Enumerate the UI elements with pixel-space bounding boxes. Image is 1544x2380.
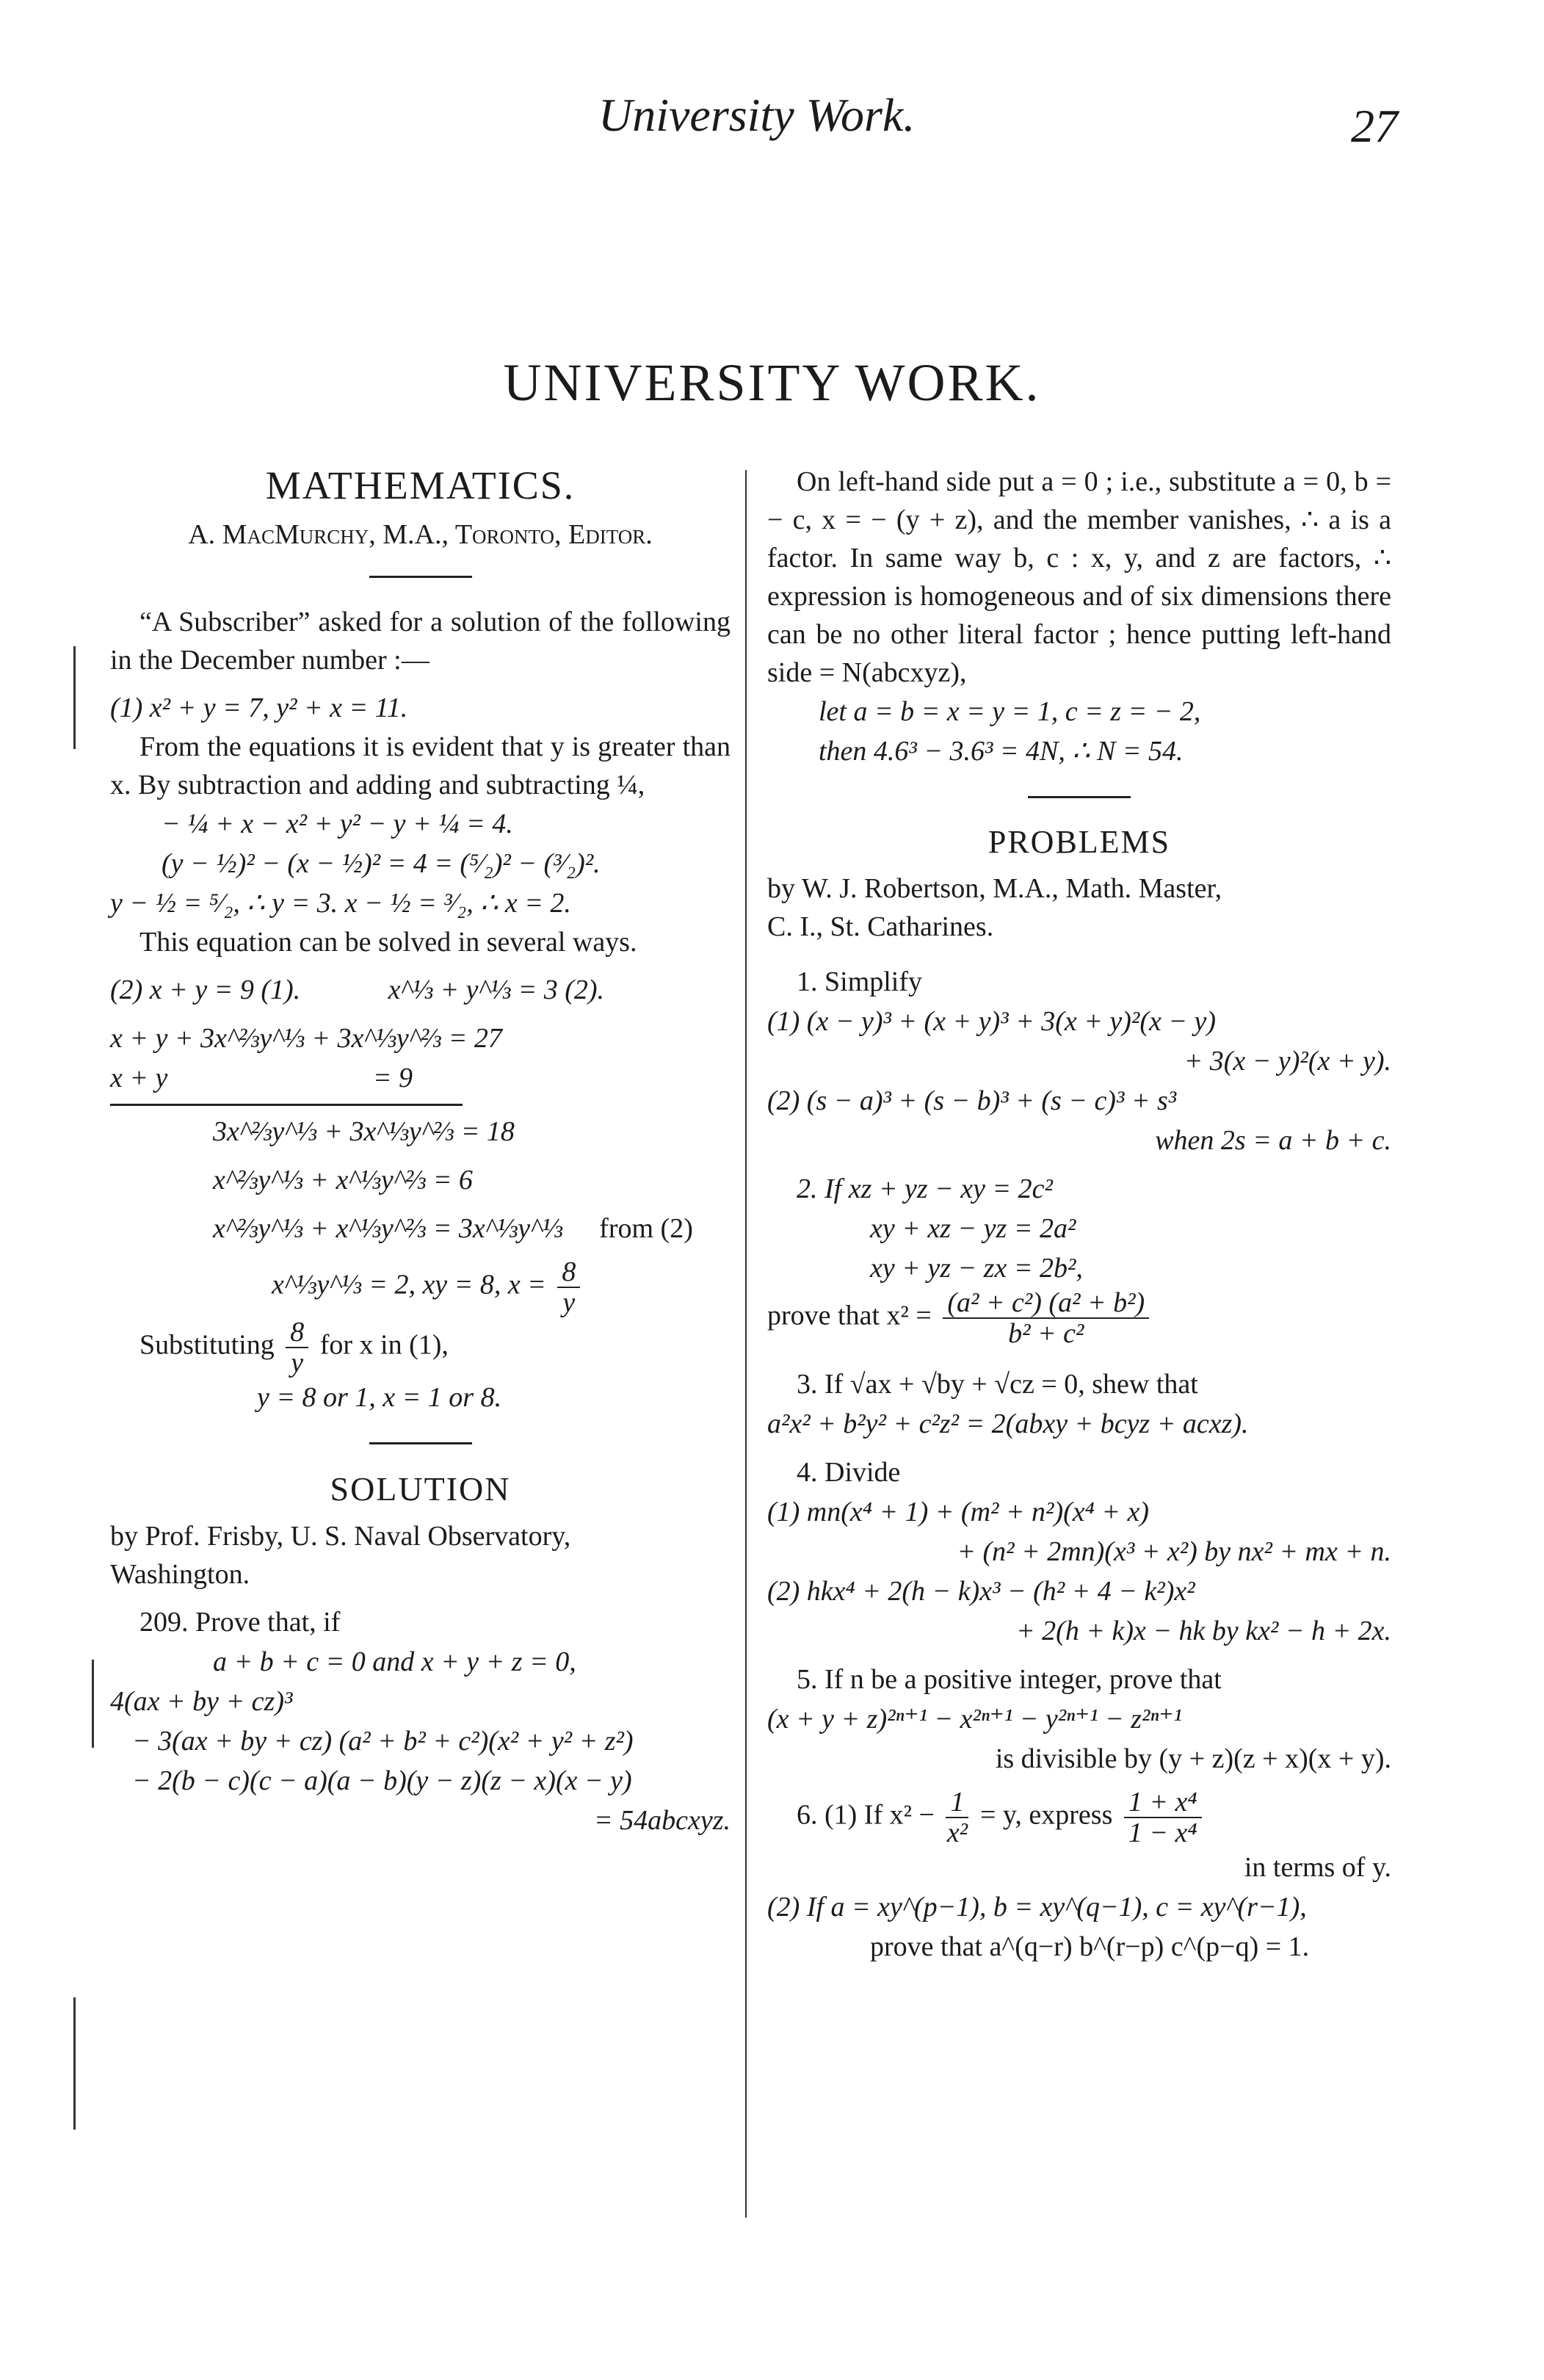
problem-2-line-3: xy + yz − zx = 2b²,	[870, 1253, 1083, 1284]
step-6	[110, 1257, 731, 1317]
fraction	[943, 1288, 1149, 1348]
problem-6-part-2-cont: prove that a^(q−r) b^(r−p) c^(p−q) = 1.	[870, 1931, 1310, 1962]
fraction-denominator: y	[562, 1287, 576, 1318]
paragraph-2: This equation can be solved in several ways.	[139, 927, 637, 958]
fraction	[1124, 1787, 1202, 1848]
equation-2b: x^⅓ + y^⅓ = 3 (2).	[388, 974, 605, 1005]
substitution-text-2: for x in (1),	[319, 1329, 449, 1361]
problem-4-part-1-cont: + (n² + 2mn)(x³ + x²) by nx² + mx + n.	[957, 1536, 1391, 1567]
problem-6-line-2: in terms of y.	[1244, 1852, 1391, 1883]
problem-209-line-2: 4(ax + by + cz)³	[110, 1686, 293, 1717]
fraction-denominator: 1 − x⁴	[1128, 1817, 1197, 1848]
problem-1-part-2-cont: when 2s = a + b + c.	[1155, 1125, 1391, 1156]
right-paragraph-1: On left-hand side put a = 0 ; i.e., substitute a = 0, b = − c, x = − (y + z), and the member vanishes, ∴ a is a factor. In same way b, c : x, y, and z are factors, ∴ expression is homogeneous and of six dimensions there can be no other literal factor ; hence putting left-hand side = N(abcxyz),	[767, 466, 1391, 688]
then-line: then 4.6³ − 3.6³ = 4N, ∴ N = 54.	[819, 736, 1184, 767]
calc-line-2: (y − ½)² − (x − ½)² = 4 = (⁵⁄₂)² − (³⁄₂)².	[162, 848, 601, 879]
result-line: y = 8 or 1, x = 1 or 8.	[257, 1382, 502, 1413]
let-line: let a = b = x = y = 1, c = z = − 2,	[819, 696, 1201, 727]
intro-paragraph: “A Subscriber” asked for a solution of the following in the December number :—	[110, 607, 731, 676]
equation-2-row	[110, 970, 731, 1010]
step-5-eq: x^⅔y^⅓ + x^⅓y^⅔ = 3x^⅓y^⅓	[213, 1213, 563, 1244]
step-2-left: x + y	[110, 1063, 168, 1093]
problem-2-line-2: xy + xz − yz = 2a²	[870, 1213, 1076, 1244]
right-column	[767, 463, 1391, 1967]
calc-rule	[110, 1104, 463, 1106]
page-number: 27	[1351, 100, 1398, 152]
paragraph-1: From the equations it is evident that y is greater than x. By subtraction and adding and subtracting ¼,	[110, 731, 731, 800]
fraction-numerator: (a² + c²) (a² + b²)	[943, 1288, 1149, 1319]
problem-2-prove-text: prove that x² =	[767, 1300, 932, 1331]
fraction-denominator: x²	[946, 1817, 968, 1848]
left-column	[110, 463, 731, 1840]
substitution-line	[110, 1317, 731, 1378]
margin-mark	[73, 646, 76, 749]
fraction	[286, 1317, 308, 1378]
divider	[1028, 796, 1131, 798]
problem-6-text-2: = y, express	[979, 1799, 1113, 1831]
fraction-numerator: 8	[557, 1257, 580, 1288]
problem-5-line-3: is divisible by (y + z)(z + x)(x + y).	[995, 1743, 1391, 1774]
fraction-numerator: 1 + x⁴	[1124, 1787, 1202, 1818]
step-4: x^⅔y^⅓ + x^⅓y^⅔ = 6	[213, 1165, 473, 1196]
substitution-text: Substituting	[139, 1329, 275, 1361]
problem-209-line-1: a + b + c = 0 and x + y + z = 0,	[213, 1646, 576, 1677]
problem-5: 5. If n be a positive integer, prove that	[797, 1664, 1222, 1695]
equation-1: (1) x² + y = 7, y² + x = 11.	[110, 692, 408, 723]
problem-4-part-2: (2) hkx⁴ + 2(h − k)x³ − (h² + 4 − k²)x²	[767, 1576, 1195, 1607]
problem-2-prove	[767, 1288, 1391, 1348]
solution-place: Washington.	[110, 1559, 250, 1590]
problem-1-part-2: (2) (s − a)³ + (s − b)³ + (s − c)³ + s³	[767, 1085, 1177, 1116]
problem-209-line-3: − 3(ax + by + cz) (a² + b² + c²)(x² + y² + z²)	[132, 1726, 634, 1757]
problem-1: 1. Simplify	[797, 966, 923, 997]
problem-6-part-2: (2) If a = xy^(p−1), b = xy^(q−1), c = xy^(r−1),	[767, 1892, 1307, 1923]
problem-4: 4. Divide	[797, 1457, 901, 1488]
problem-3: 3. If √ax + √by + √cz = 0, shew that	[797, 1369, 1198, 1400]
fraction	[946, 1787, 968, 1848]
equation-2a: (2) x + y = 9 (1).	[110, 974, 301, 1005]
fraction	[557, 1257, 580, 1317]
divider	[369, 576, 472, 578]
section-title-solution: SOLUTION	[330, 1470, 511, 1508]
problem-209: 209. Prove that, if	[139, 1607, 341, 1638]
step-1: x + y + 3x^⅔y^⅓ + 3x^⅓y^⅔ = 27	[110, 1023, 502, 1054]
problem-1-part-1: (1) (x − y)³ + (x + y)³ + 3(x + y)²(x − y)	[767, 1006, 1217, 1037]
fraction-numerator: 8	[286, 1317, 308, 1348]
fraction-denominator: b² + c²	[1008, 1318, 1084, 1349]
step-5-note: from (2)	[599, 1213, 693, 1244]
problem-4-part-2-cont: + 2(h + k)x − hk by kx² − h + 2x.	[1016, 1616, 1391, 1646]
running-title: University Work.	[598, 89, 916, 141]
calc-line-3: y − ½ = ⁵⁄₂, ∴ y = 3. x − ½ = ³⁄₂, ∴ x = 2.	[110, 888, 571, 919]
problem-209-line-4: − 2(b − c)(c − a)(a − b)(y − z)(z − x)(x − y)	[132, 1765, 632, 1796]
calc-line-1: − ¼ + x − x² + y² − y + ¼ = 4.	[162, 809, 513, 839]
step-2-right: = 9	[372, 1063, 413, 1093]
margin-mark	[73, 1997, 76, 2130]
column-divider	[745, 470, 747, 2218]
editor-line: A. MacMurchy, M.A., Toronto, Editor.	[188, 519, 653, 550]
problem-209-line-5: = 54abcxyz.	[593, 1805, 731, 1836]
section-title-problems: PROBLEMS	[987, 824, 1171, 860]
solution-author: by Prof. Frisby, U. S. Naval Observatory,	[110, 1521, 571, 1552]
problems-author: by W. J. Robertson, M.A., Math. Master,	[767, 873, 1222, 904]
page-title: UNIVERSITY WORK.	[503, 353, 1041, 412]
problem-2: 2. If xz + yz − xy = 2c²	[797, 1173, 1053, 1204]
divider	[369, 1442, 472, 1444]
step-3: 3x^⅔y^⅓ + 3x^⅓y^⅔ = 18	[213, 1116, 515, 1147]
problems-place: C. I., St. Catharines.	[767, 911, 994, 942]
problem-1-part-1-cont: + 3(x − y)²(x + y).	[1184, 1046, 1391, 1077]
problem-6-text: 6. (1) If x² −	[797, 1799, 935, 1831]
problem-4-part-1: (1) mn(x⁴ + 1) + (m² + n²)(x⁴ + x)	[767, 1497, 1149, 1527]
fraction-denominator: y	[291, 1348, 304, 1378]
section-title-mathematics: MATHEMATICS.	[265, 463, 576, 507]
step-5	[110, 1209, 731, 1248]
problem-5-line-2: (x + y + z)²ⁿ⁺¹ − x²ⁿ⁺¹ − y²ⁿ⁺¹ − z²ⁿ⁺¹	[767, 1704, 1182, 1735]
problem-6	[767, 1787, 1391, 1848]
problem-3-line-2: a²x² + b²y² + c²z² = 2(abxy + bcyz + acxz).	[767, 1408, 1249, 1439]
fraction-numerator: 1	[946, 1787, 968, 1818]
margin-mark	[92, 1660, 94, 1748]
step-6-eq: x^⅓y^⅓ = 2, xy = 8, x =	[272, 1269, 546, 1301]
step-2	[110, 1058, 731, 1098]
